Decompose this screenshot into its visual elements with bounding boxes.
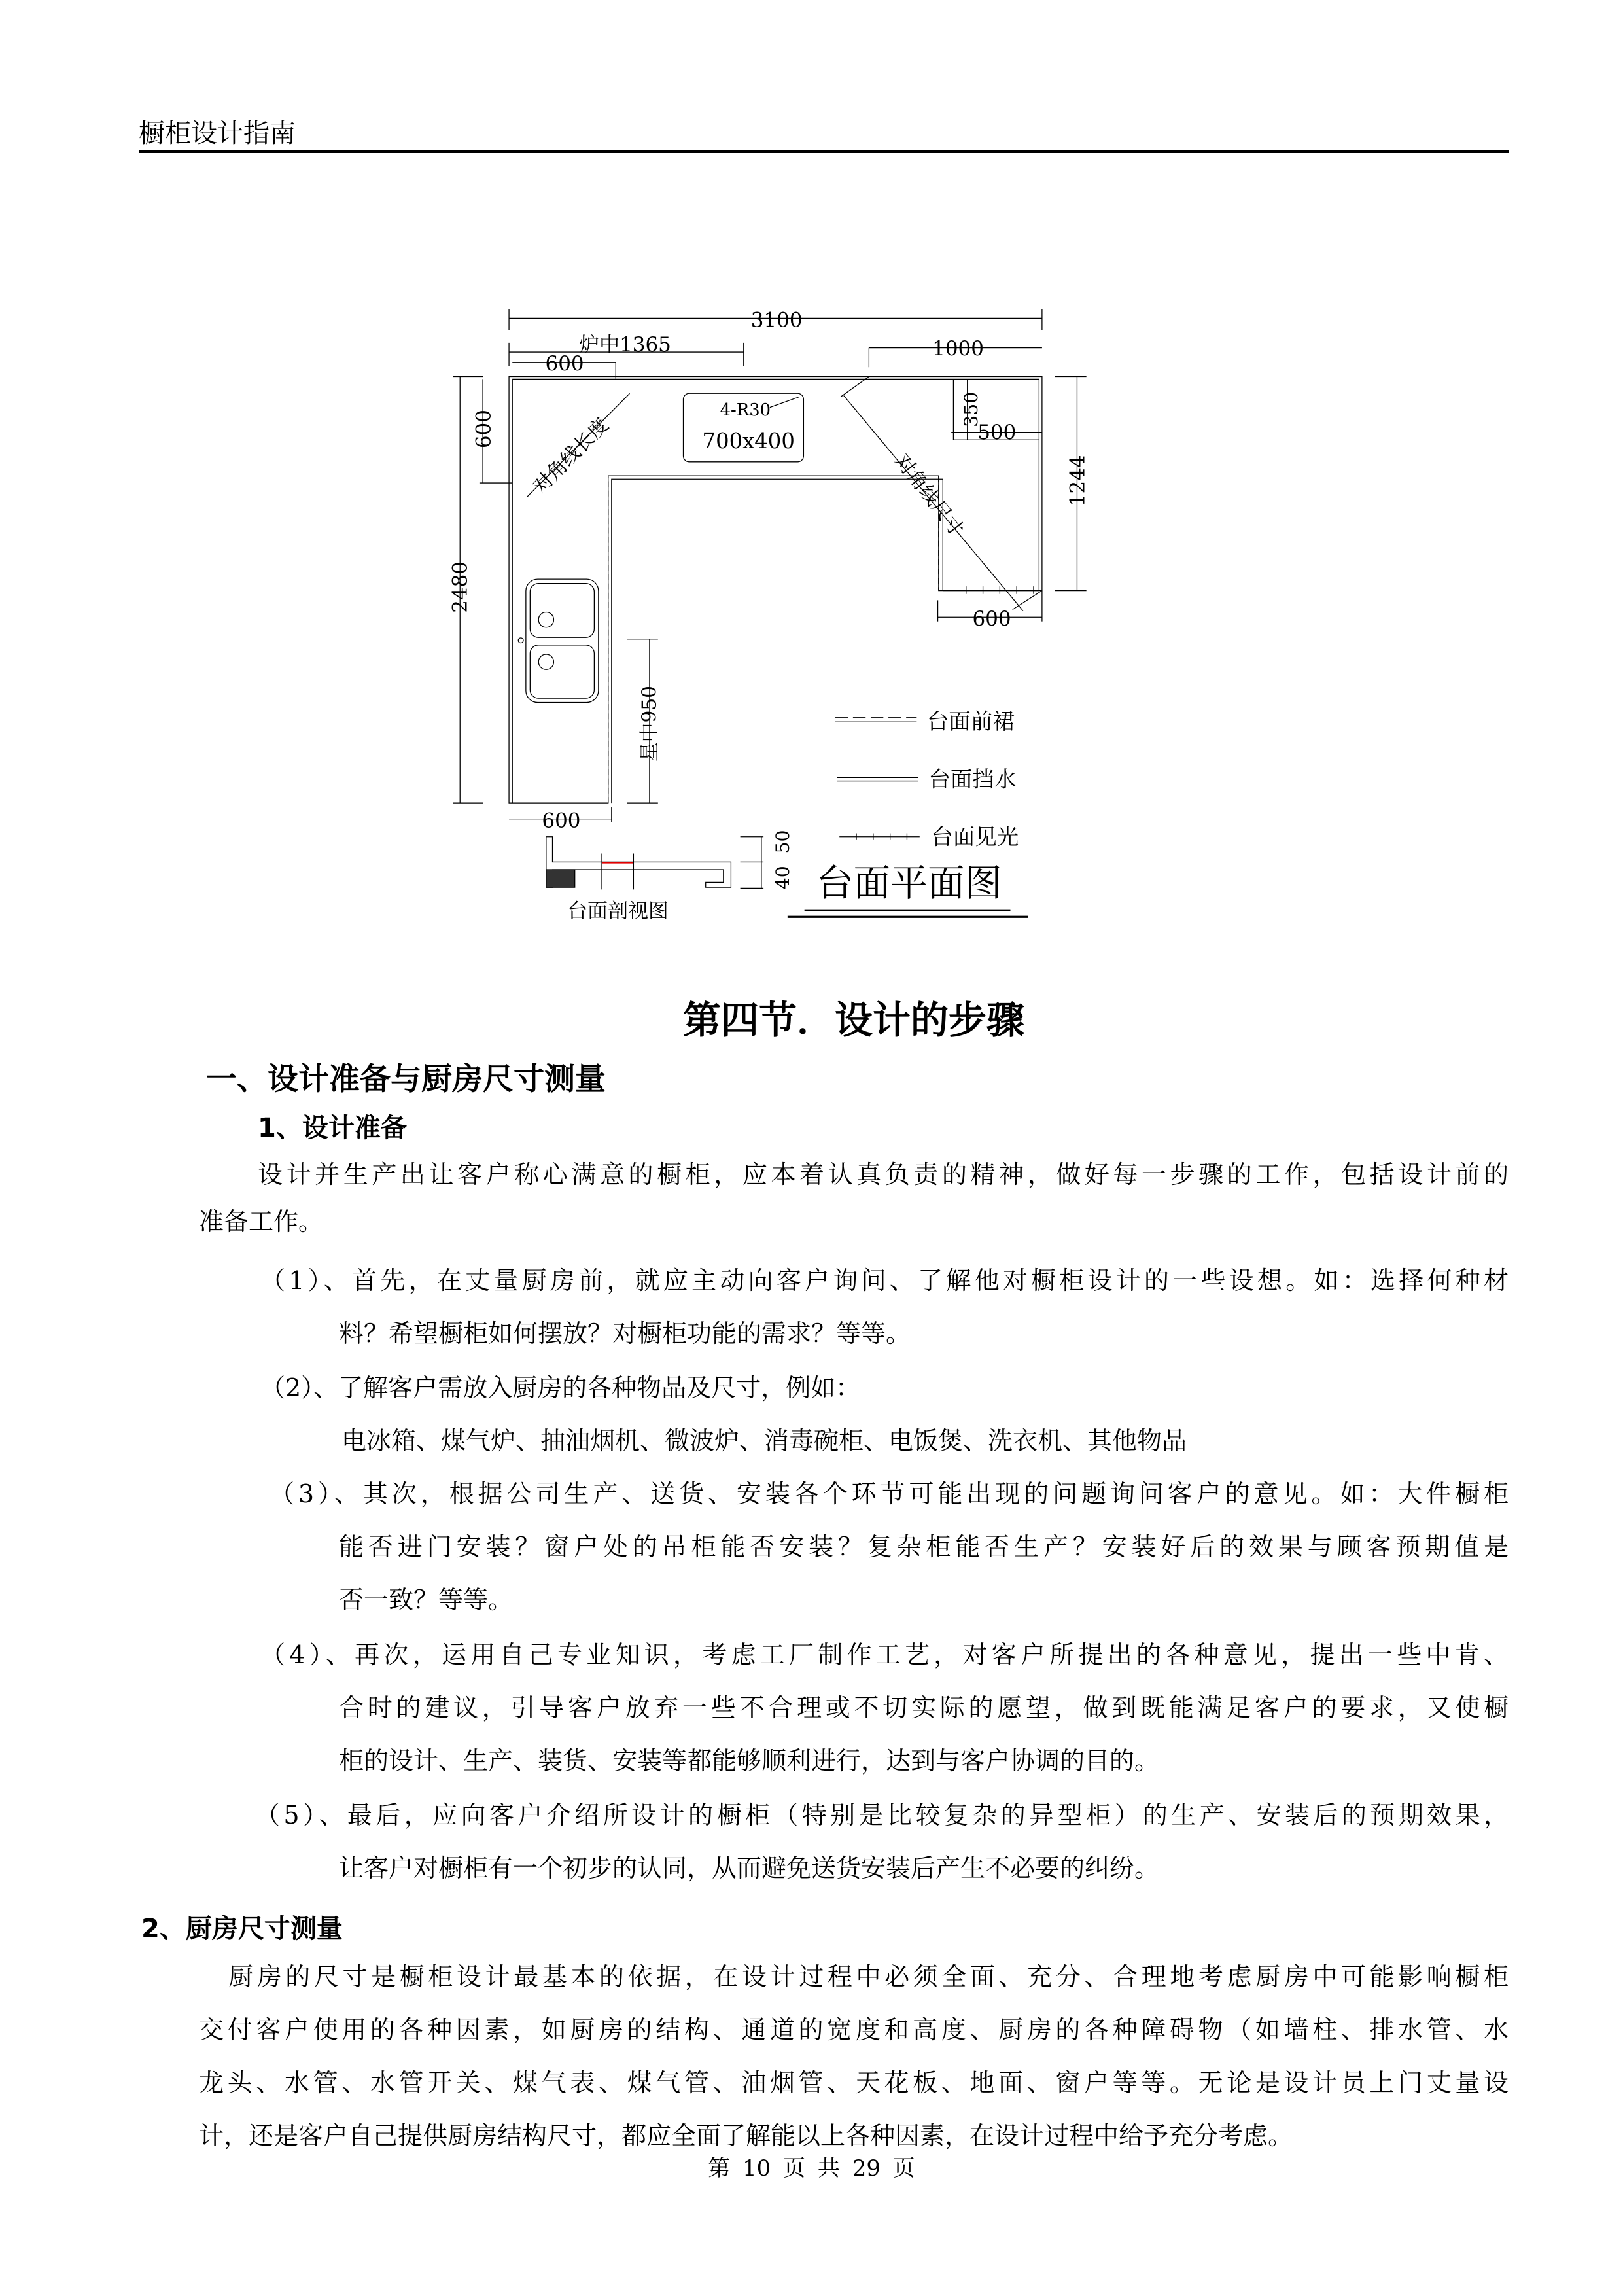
- dim-500: 500: [977, 420, 1017, 444]
- list-item-2: （2）、了解客户需放入厨房的各种物品及尺寸，例如：: [260, 1373, 861, 1402]
- cutout-size-label: 700x400: [702, 429, 795, 454]
- diag-right-label: 对角线尺寸: [890, 450, 969, 540]
- heading-design-prep-measure: 一、设计准备与厨房尺寸测量: [206, 1061, 606, 1097]
- section-title: 第四节．设计的步骤: [682, 998, 1024, 1042]
- page-number: 第 10 页 共 29 页: [708, 2155, 915, 2181]
- legend: [835, 718, 920, 840]
- legend-label-visible-edge: 台面见光: [931, 824, 1019, 850]
- list-item-1-cont: 料？希望橱柜如何摆放？对橱柜功能的需求？等等。: [339, 1319, 911, 1348]
- paragraph-line: 计，还是客户自己提供厨房结构尺寸，都应全面了解能以上各种因素，在设计过程中给予充分考虑。: [199, 2121, 1293, 2150]
- paragraph-line: 准备工作。: [199, 1207, 324, 1236]
- plan-title: 台面平面图: [816, 862, 1002, 906]
- dim-sink-center: 星中950: [637, 685, 661, 762]
- section-dim-40: 40: [771, 866, 794, 890]
- paragraph-line: 设计并生产出让客户称心满意的橱柜，应本着认真负责的精神，做好每一步骤的工作，包括设计前的: [258, 1160, 1509, 1189]
- list-item-1: （1）、首先，在丈量厨房前，就应主动向客户询问、了解他对橱柜设计的一些设想。如：选择何种材: [260, 1266, 1509, 1295]
- dim-1244: 1244: [1066, 455, 1090, 507]
- header-rule: [139, 150, 1509, 153]
- list-item-3-cont: 能否进门安装？窗户处的吊柜能否安装？复杂柜能否生产？安装好后的效果与顾客预期值是: [339, 1532, 1509, 1561]
- list-item-3: （3）、其次，根据公司生产、送货、安装各个环节可能出现的问题询问客户的意见。如：大件橱柜: [270, 1479, 1509, 1508]
- heading-kitchen-measure: 2、厨房尺寸测量: [141, 1914, 343, 1944]
- dim-350: 350: [960, 391, 983, 427]
- cutout-radius-label: 4-R30: [720, 400, 771, 420]
- diag-left-label: 对角线长度: [528, 413, 613, 499]
- legend-label-backsplash: 台面挡水: [928, 766, 1017, 792]
- list-item-5-cont: 让客户对橱柜有一个初步的认同，从而避免送货安装后产生不必要的纠纷。: [339, 1854, 1160, 1882]
- list-item-4: （4）、再次，运用自己专业知识，考虑工厂制作工艺，对客户所提出的各种意见，提出一些中肯、: [260, 1640, 1509, 1669]
- sink-icon: [518, 579, 599, 702]
- list-item-4-cont: 柜的设计、生产、装货、安装等都能够顺利进行，达到与客户协调的目的。: [339, 1746, 1160, 1775]
- countertop-plan-figure: [445, 288, 1099, 942]
- legend-label-front-skirt: 台面前裙: [926, 709, 1015, 735]
- section-dim-50: 50: [771, 830, 794, 854]
- running-header: 橱柜设计指南: [139, 118, 296, 149]
- heading-design-prep: 1、设计准备: [258, 1113, 407, 1143]
- dim-600-left: 600: [472, 410, 496, 449]
- dim-stove-center: 炉中1365: [579, 332, 671, 357]
- paragraph-line: 交付客户使用的各种因素，如厨房的结构、通道的宽度和高度、厨房的各种障碍物（如墙柱、排水管、水: [199, 2015, 1509, 2044]
- paragraph-line: 龙头、水管、水管开关、煤气表、煤气管、油烟管、天花板、地面、窗户等等。无论是设计员上门丈量设: [199, 2068, 1509, 2097]
- dim-600-top: 600: [545, 351, 584, 376]
- section-caption: 台面剖视图: [567, 899, 669, 923]
- list-item-4-cont: 合时的建议，引导客户放弃一些不合理或不切实际的愿望，做到既能满足客户的要求，又使橱: [339, 1693, 1509, 1722]
- dim-1000: 1000: [932, 337, 984, 361]
- list-item-2-cont: 电冰箱、煤气炉、抽油烟机、微波炉、消毒碗柜、电饭煲、洗衣机、其他物品: [341, 1426, 1187, 1455]
- dim-3100: 3100: [750, 308, 803, 332]
- list-item-5: （5）、最后，应向客户介绍所设计的橱柜（特别是比较复杂的异型柜）的生产、安装后的预期效果，: [255, 1801, 1509, 1829]
- list-item-3-cont: 否一致？等等。: [339, 1585, 514, 1614]
- dim-600-bottom: 600: [542, 809, 581, 833]
- dim-600-right: 600: [972, 607, 1011, 631]
- section-view: [546, 837, 763, 890]
- paragraph-line: 厨房的尺寸是橱柜设计最基本的依据，在设计过程中必须全面、充分、合理地考虑厨房中可能影响橱柜: [228, 1962, 1509, 1991]
- dim-2480: 2480: [448, 561, 472, 613]
- dimension-lines: [453, 309, 1090, 822]
